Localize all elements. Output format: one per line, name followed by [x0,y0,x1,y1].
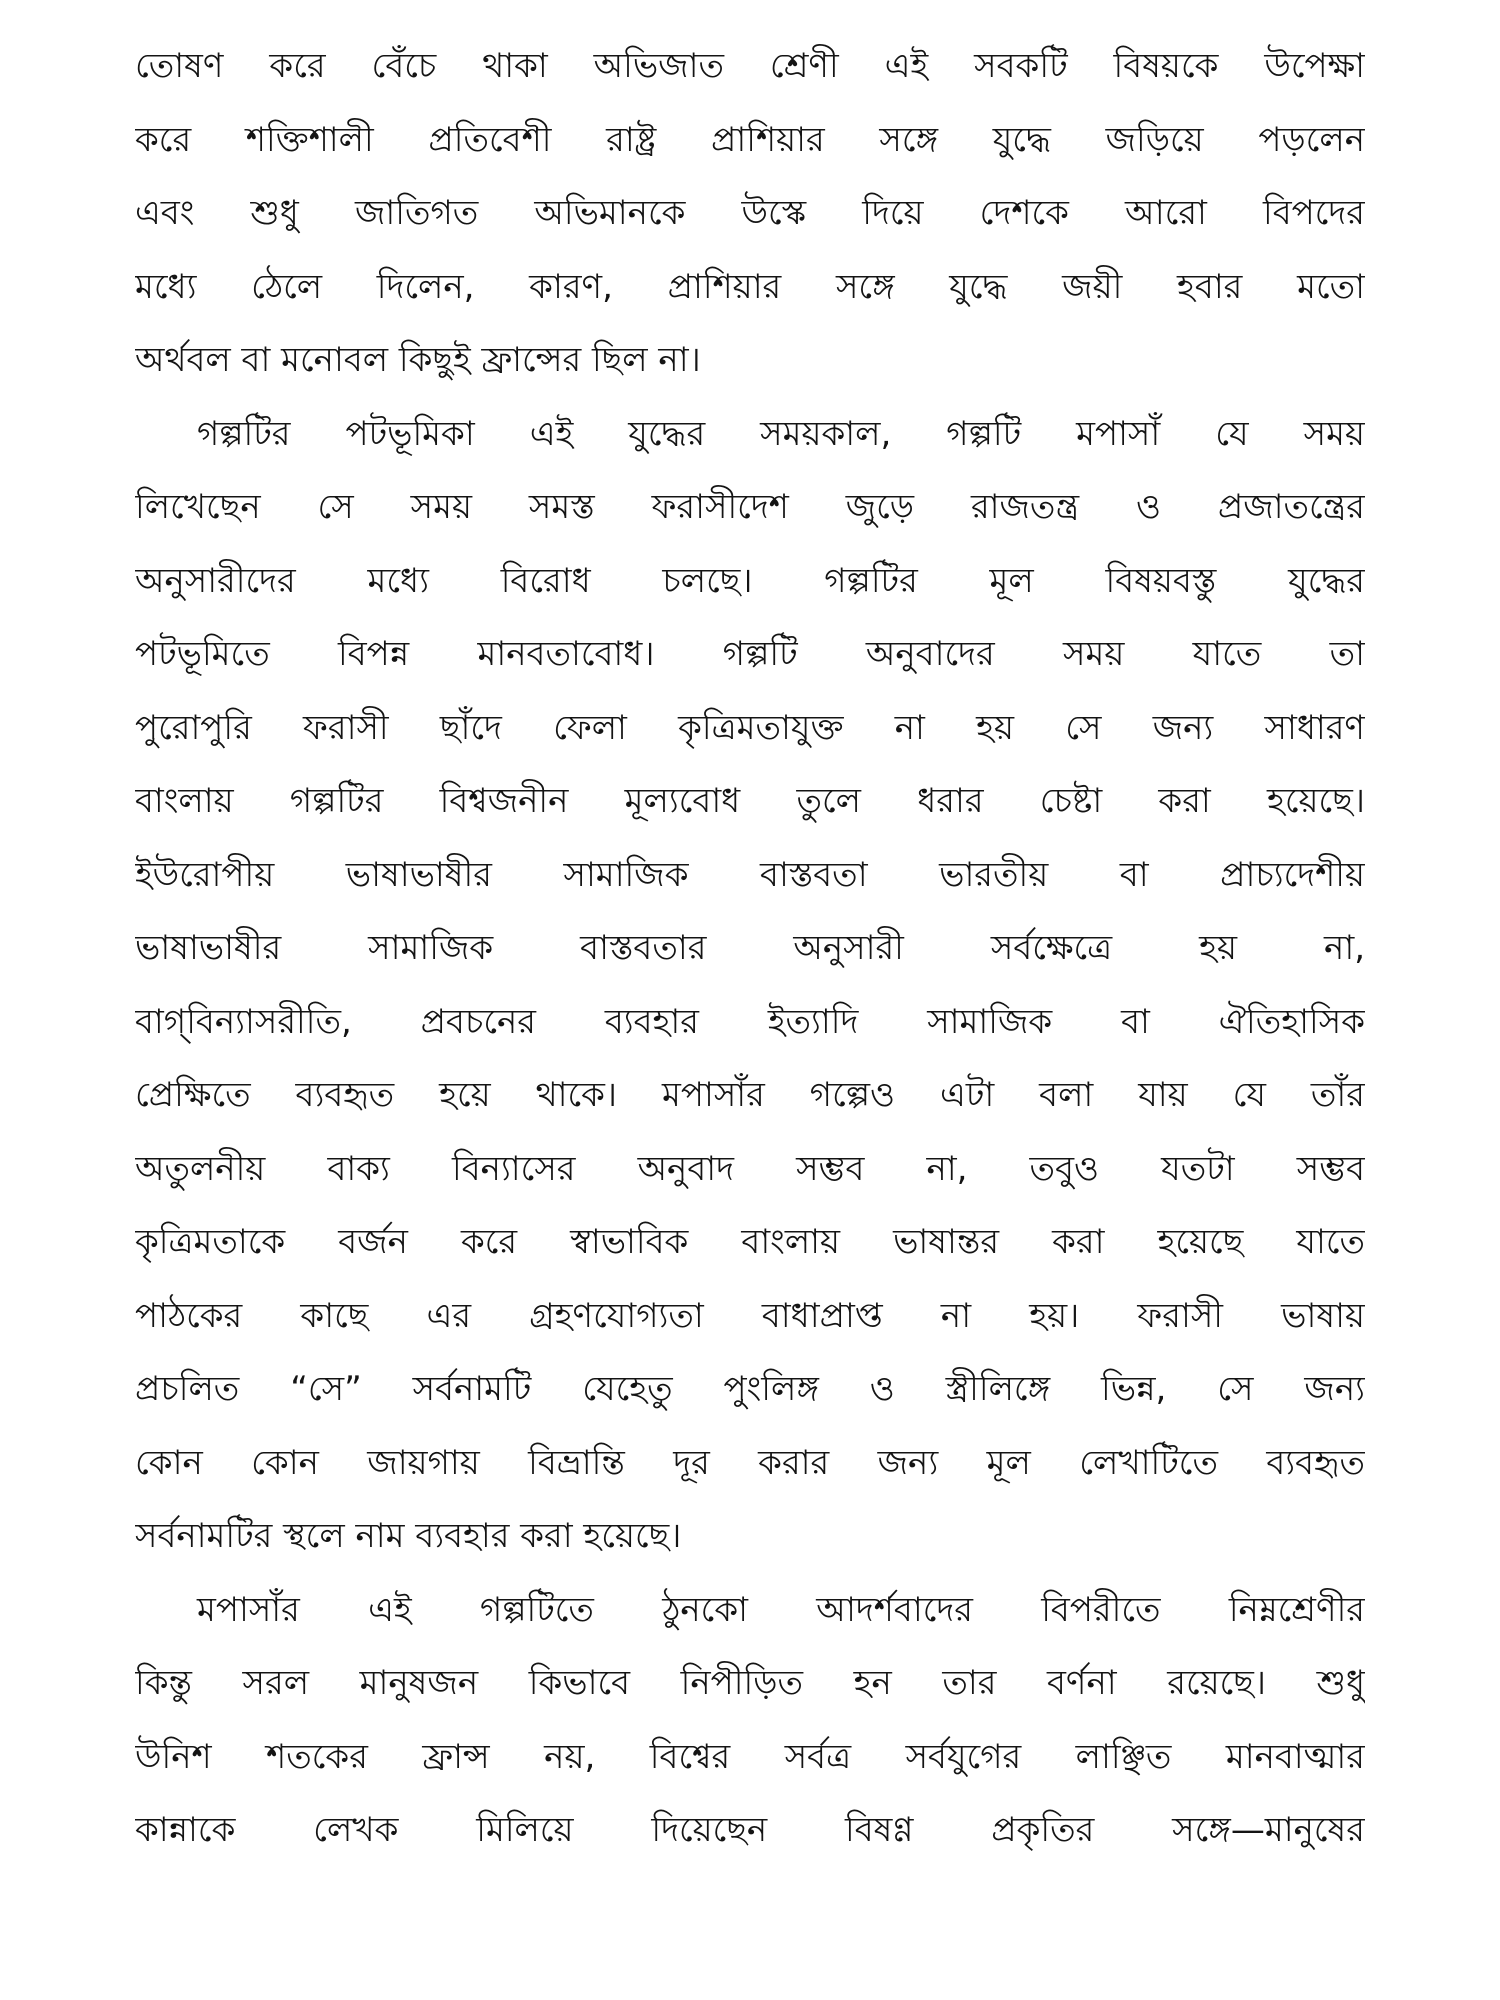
text-line: প্রচলিত “সে” সর্বনামটি যেহেতু পুংলিঙ্গ ও স্ত্রীলিঙ্গে ভিন্ন, সে জন্য [135,1369,1365,1409]
text-line: বাংলায় গল্পটির বিশ্বজনীন মূল্যবোধ তুলে ধরার চেষ্টা করা হয়েছে। [135,781,1365,821]
text-line: গল্পটির পটভূমিকা এই যুদ্ধের সময়কাল, গল্পটি মপাসাঁ যে সময় [197,413,1365,454]
text-line: মধ্যে ঠেলে দিলেন, কারণ, প্রাশিয়ার সঙ্গে যুদ্ধে জয়ী হবার মতো [135,266,1365,307]
text-line: অনুসারীদের মধ্যে বিরোধ চলছে। গল্পটির মূল বিষয়বস্তু যুদ্ধের [135,560,1365,601]
text-line: অতুলনীয় বাক্য বিন্যাসের অনুবাদ সম্ভব না, তবুও যতটা সম্ভব [135,1148,1365,1189]
text-line: উনিশ শতকের ফ্রান্স নয়, বিশ্বের সর্বত্র সর্বযুগের লাঞ্ছিত মানবাত্মার [135,1736,1365,1777]
text-line: পটভূমিতে বিপন্ন মানবতাবোধ। গল্পটি অনুবাদের সময় যাতে তা [135,634,1365,674]
text-line: বাগ্‌বিন্যাসরীতি, প্রবচনের ব্যবহার ইত্যাদি সামাজিক বা ঐতিহাসিক [135,1001,1365,1042]
book-page [135,30,1365,1970]
text-line: অর্থবল বা মনোবল কিছুই ফ্রান্সের ছিল না। [135,340,701,380]
paragraph-3 [135,1574,1365,1868]
text-line: লিখেছেন সে সময় সমস্ত ফরাসীদেশ জুড়ে রাজতন্ত্র ও প্রজাতন্ত্রের [135,487,1365,527]
text-line: পুরোপুরি ফরাসী ছাঁদে ফেলা কৃত্রিমতাযুক্ত না হয় সে জন্য সাধারণ [135,707,1365,748]
text-line: ভাষাভাষীর সামাজিক বাস্তবতার অনুসারী সর্বক্ষেত্রে হয় না, [135,928,1365,968]
text-line: সর্বনামটির স্থলে নাম ব্যবহার করা হয়েছে। [135,1516,682,1556]
text-line: কিন্তু সরল মানুষজন কিভাবে নিপীড়িত হন তার বর্ণনা রয়েছে। শুধু [135,1663,1365,1703]
text-line: কান্নাকে লেখক মিলিয়ে দিয়েছেন বিষণ্ণ প্রকৃতির সঙ্গে—মানুষের [135,1810,1365,1850]
text-line: পাঠকের কাছে এর গ্রহণযোগ্যতা বাধাপ্রাপ্ত না হয়। ফরাসী ভাষায় [135,1295,1365,1336]
text-line: তোষণ করে বেঁচে থাকা অভিজাত শ্রেণী এই সবকটি বিষয়কে উপেক্ষা [135,46,1365,86]
text-line: ইউরোপীয় ভাষাভাষীর সামাজিক বাস্তবতা ভারতীয় বা প্রাচ্যদেশীয় [135,854,1365,895]
text-line: কৃত্রিমতাকে বর্জন করে স্বাভাবিক বাংলায় ভাষান্তর করা হয়েছে যাতে [135,1222,1365,1262]
paragraph-1 [135,30,1365,398]
text-line: করে শক্তিশালী প্রতিবেশী রাষ্ট্র প্রাশিয়ার সঙ্গে যুদ্ধে জড়িয়ে পড়লেন [135,119,1365,160]
text-line: প্রেক্ষিতে ব্যবহৃত হয়ে থাকে। মপাসাঁর গল্পেও এটা বলা যায় যে তাঁর [135,1075,1365,1115]
paragraph-2 [135,398,1365,1574]
text-line: এবং শুধু জাতিগত অভিমানকে উস্কে দিয়ে দেশকে আরো বিপদের [135,193,1365,233]
text-line: কোন কোন জায়গায় বিভ্রান্তি দূর করার জন্য মূল লেখাটিতে ব্যবহৃত [135,1442,1365,1483]
text-line: মপাসাঁর এই গল্পটিতে ঠুনকো আদর্শবাদের বিপরীতে নিম্নশ্রেণীর [197,1589,1365,1630]
